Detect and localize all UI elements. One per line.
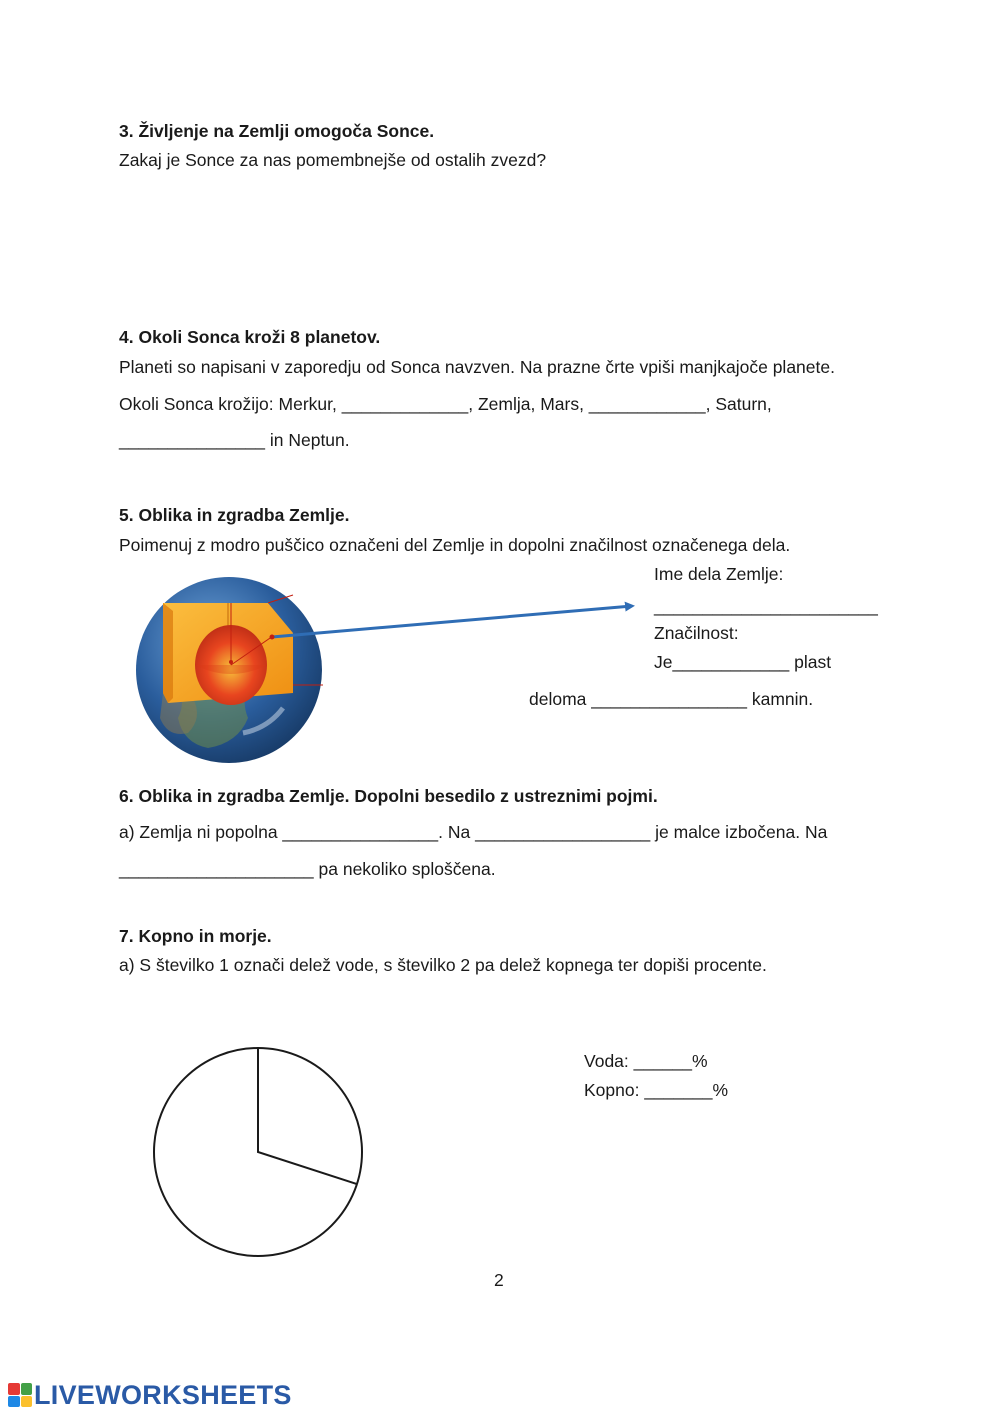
liveworksheets-logo[interactable]: [8, 1380, 292, 1410]
liveworksheets-logo-icon: [8, 1383, 32, 1407]
q7-title: 7. Kopno in morje.: [119, 926, 272, 946]
q6-title: 6. Oblika in zgradba Zemlje. Dopolni besedilo z ustreznimi pojmi.: [119, 786, 658, 806]
logo-square-green: [21, 1383, 33, 1395]
q3-question: Zakaj je Sonce za nas pomembnejše od ostalih zvezd?: [119, 150, 547, 170]
brand-name: LIVEWORKSHEETS: [34, 1379, 292, 1410]
q4-planets-line-1: Okoli Sonca krožijo: Merkur, _____________, Zemlja, Mars, ____________, Saturn,: [119, 394, 772, 414]
earth-cross-section-image: [133, 573, 326, 766]
q5-title: 5. Oblika in zgradba Zemlje.: [119, 505, 350, 525]
q5-feature-line-1: Je____________ plast: [654, 652, 832, 672]
land-water-pie-outline[interactable]: [150, 1044, 366, 1260]
logo-square-red: [8, 1383, 20, 1395]
q7-instruction: a) S številko 1 označi delež vode, s številko 2 pa delež kopnega ter dopiši procente.: [119, 955, 767, 975]
q7-land-label[interactable]: Kopno: _______%: [584, 1080, 729, 1100]
logo-square-yellow: [21, 1396, 33, 1408]
q3-title: 3. Življenje na Zemlji omogoča Sonce.: [119, 121, 435, 141]
q4-planets-line-2: _______________ in Neptun.: [119, 430, 350, 450]
q7-water-label[interactable]: Voda: ______%: [584, 1051, 708, 1071]
q5-feature-label: Značilnost:: [654, 623, 739, 643]
q4-instruction: Planeti so napisani v zaporedju od Sonca navzven. Na prazne črte vpiši manjkajoče planete.: [119, 357, 835, 377]
logo-square-blue: [8, 1396, 20, 1408]
q5-name-label: Ime dela Zemlje:: [654, 564, 784, 584]
q6-line-2: ____________________ pa nekoliko sploščena.: [119, 859, 496, 879]
q5-name-blank[interactable]: _______________________: [654, 596, 878, 616]
page-number: 2: [494, 1270, 504, 1290]
q4-title: 4. Okoli Sonca kroži 8 planetov.: [119, 327, 381, 347]
q6-line-1: a) Zemlja ni popolna ________________. Na __________________ je malce izbočena. Na: [119, 822, 828, 842]
pie-sector-divider: [258, 1048, 357, 1184]
q5-feature-line-2: deloma ________________ kamnin.: [529, 689, 814, 709]
q5-instruction: Poimenuj z modro puščico označeni del Zemlje in dopolni značilnost označenega dela.: [119, 535, 791, 555]
